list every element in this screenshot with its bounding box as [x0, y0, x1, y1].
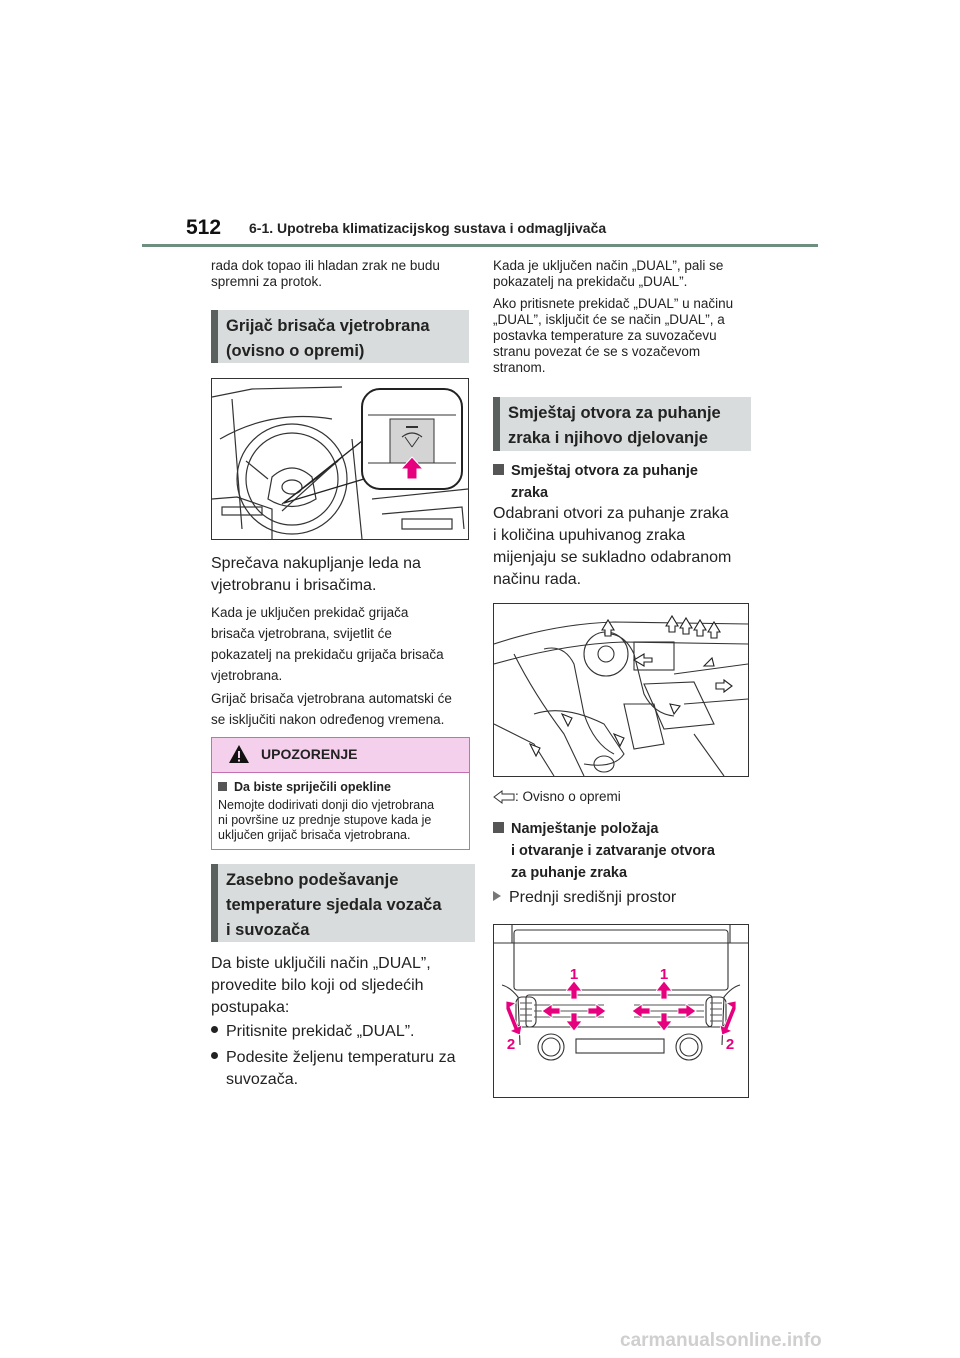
- warning-subtitle: Da biste spriječili opekline: [218, 779, 463, 795]
- bullet-icon: [211, 1052, 218, 1059]
- vent-label-1-left: 1: [569, 966, 579, 983]
- para-dual-steps: Da biste uključili način „DUAL”, provedite bilo koji od sljedećih postupaka:: [211, 955, 431, 1016]
- section-wiper-heater: Grijač brisača vjetrobrana (ovisno o opremi): [211, 310, 469, 363]
- para-dual-off: Ako pritisnete prekidač „DUAL” u načinu „DUAL”, isključit će se način „DUAL”, a postavka temperature za suvozačevu stranu povezat će se s vozačevom stranom.: [493, 296, 734, 375]
- vent-label-2-right: 2: [725, 1036, 735, 1053]
- legend-optional: : Ovisno o opremi: [493, 789, 621, 805]
- figure-center-vents: [493, 924, 749, 1098]
- bullet-set-temperature: Podesite željenu temperaturu za suvozača.: [211, 1047, 455, 1091]
- dashboard-illustration: [212, 379, 468, 539]
- subheading-adjust-outlets: Namještanje položaja i otvaranje i zatvaranje otvora za puhanje zraka: [493, 818, 715, 884]
- square-bullet-icon: [493, 822, 504, 833]
- subheading-outlet-location: Smještaj otvora za puhanje zraka: [493, 460, 698, 504]
- item-front-center: Prednji središnji prostor: [493, 887, 676, 909]
- square-bullet-icon: [218, 782, 227, 791]
- section-dual-temperature: Zasebno podešavanje temperature sjedala vozača i suvozača: [211, 864, 475, 942]
- warning-text: Nemojte dodirivati donji dio vjetrobrana ni površine uz prednje stupove kada je uključen grijač brisača vjetrobrana.: [218, 798, 435, 842]
- triangle-bullet-icon: [493, 891, 501, 901]
- warning-triangle-icon: [228, 744, 250, 764]
- page-number: 512: [186, 216, 222, 239]
- figure-wiper-heater-switch: [211, 378, 469, 540]
- para-indicator: Kada je uključen prekidač grijača brisača vjetrobrana, svijetlit će pokazatelj na prekidaču grijača brisača vjetrobrana.: [211, 605, 444, 683]
- vent-label-1-right: 1: [659, 966, 669, 983]
- para-dual-indicator: Kada je uključen način „DUAL”, pali se pokazatelj na prekidaču „DUAL”.: [493, 258, 724, 289]
- outline-arrow-icon: [493, 790, 515, 804]
- figure-air-outlet-locations: [493, 603, 749, 777]
- para-auto-off: Grijač brisača vjetrobrana automatski će se isključiti nakon određenog vremena.: [211, 691, 452, 727]
- warning-box: [211, 737, 470, 850]
- para-outlets-mode: Odabrani otvori za puhanje zraka i količina upuhivanog zraka mijenjaju se sukladno odabranom načinu rada.: [493, 505, 732, 588]
- intro-text: rada dok topao ili hladan zrak ne budu spremni za protok.: [211, 258, 440, 289]
- interior-illustration: [494, 604, 748, 776]
- header-rule: [142, 244, 818, 247]
- para-prevents-ice: Sprečava nakupljanje leda na vjetrobranu i brisačima.: [211, 555, 421, 594]
- bullet-icon: [211, 1026, 218, 1033]
- bullet-press-dual: Pritisnite prekidač „DUAL”.: [211, 1021, 415, 1043]
- chapter-title: 6-1. Upotreba klimatizacijskog sustava i odmagljivača: [249, 220, 607, 236]
- center-vents-illustration: [494, 925, 748, 1097]
- warning-title: UPOZORENJE: [261, 746, 358, 762]
- watermark: carmanualsonline.info: [620, 1330, 822, 1351]
- square-bullet-icon: [493, 464, 504, 475]
- section-air-outlets: Smještaj otvora za puhanje zraka i njihovo djelovanje: [493, 397, 751, 451]
- vent-label-2-left: 2: [506, 1036, 516, 1053]
- warning-header: [212, 738, 469, 773]
